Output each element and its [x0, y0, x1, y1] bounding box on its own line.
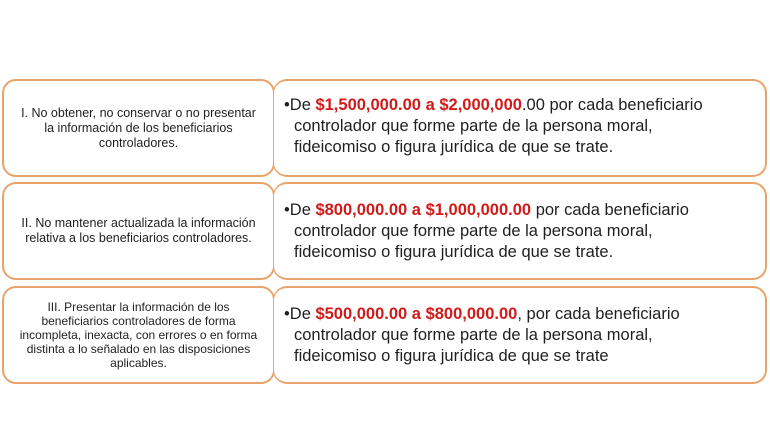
penalty-tail-3: , por cada beneficiario [517, 305, 680, 323]
sanction-row-2 [0, 182, 770, 282]
penalty-line2-1: controlador que forme parte de la persona moral, [294, 117, 653, 135]
penalty-bullet-2: •De [284, 201, 316, 219]
penalty-box-1 [273, 79, 767, 177]
penalty-box-2 [273, 182, 767, 280]
penalty-box-3 [273, 286, 767, 384]
penalty-connector-1: a [420, 96, 440, 114]
penalty-connector-2: a [407, 201, 426, 219]
violation-box-2 [2, 182, 275, 280]
penalty-tail-1: .00 por cada beneficiario [521, 96, 703, 114]
violation-text-3: III. Presentar la información de los beneficiarios controladores de forma incompleta, inexacta, con errores o en forma distinta a lo señalado en las disposiciones aplicables. [19, 300, 258, 370]
penalty-bullet-3: •De [284, 305, 316, 323]
penalty-line3-2: fideicomiso o figura jurídica de que se trate. [294, 243, 614, 261]
penalty-connector-3: a [407, 305, 426, 323]
penalty-line3-1: fideicomiso o figura jurídica de que se trate. [294, 138, 614, 156]
violation-box-1 [2, 79, 275, 177]
penalty-amount-low-3: $500,000.00 [315, 305, 408, 323]
penalty-amount-high-1: $2,000,000 [439, 96, 522, 114]
penalty-amount-low-1: $1,500,000.00 [315, 96, 421, 114]
sanction-row-3 [0, 286, 770, 386]
violation-box-3 [2, 286, 275, 384]
penalty-tail-2: por cada beneficiario [531, 201, 689, 219]
penalty-line2-3: controlador que forme parte de la persona moral, [294, 326, 653, 344]
sanction-row-1 [0, 79, 770, 179]
violation-text-2: II. No mantener actualizada la información relativa a los beneficiarios controladores. [21, 216, 256, 245]
penalty-bullet-1: •De [284, 96, 316, 114]
penalty-amount-low-2: $800,000.00 [315, 201, 408, 219]
penalty-amount-high-2: $1,000,000.00 [425, 201, 532, 219]
penalty-line3-3: fideicomiso o figura jurídica de que se trate [294, 347, 609, 365]
penalty-amount-high-3: $800,000.00 [425, 305, 518, 323]
violation-text-1: I. No obtener, no conservar o no presentar la información de los beneficiarios controladores. [21, 105, 256, 150]
penalty-line2-2: controlador que forme parte de la persona moral, [294, 222, 653, 240]
